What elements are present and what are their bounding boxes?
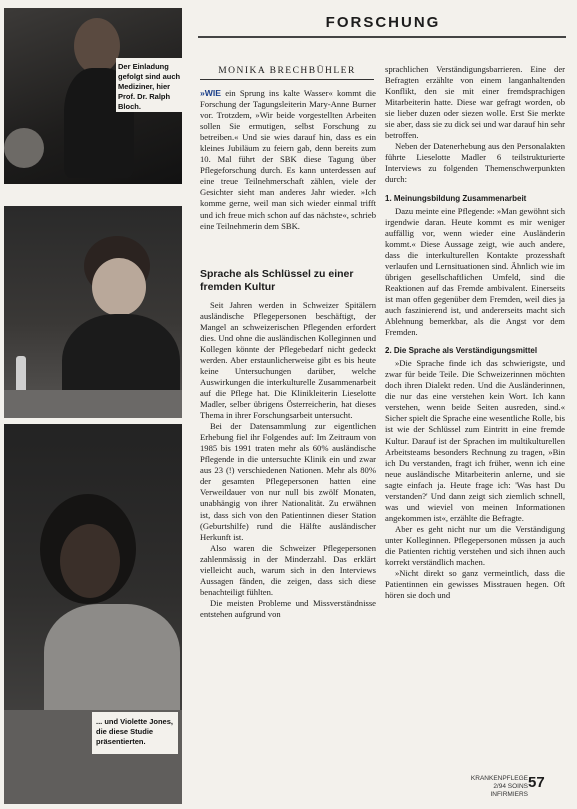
paragraph: »Die Sprache finde ich das schwierigste, und zwar für beide Teile. Die Schweizerinnen möchten doch ihren Dialekt reden. Und die Ausländerinnen, die nur das eine verstehen kein Wort. Ich kann verstehen, wenn beide Seiten ausreden, sind.« Sicher spielt die Sprache eine wesentliche Rolle, bis ist wie der Schlüssel zum Eintritt in eine fremde Kultur. Darauf ist der Sprachen im multikulturellen Arbeitsteams besonders Rechnung zu tragen, »Bin ich Du verstanden, fragt ich früher, wenn ich eine neue ausländische Mitarbeiterin anlerne, und sie sagte einfach ja. Heute frage ich: 'Was hast Du verstanden?' Und dann zeigt sich ziemlich schnell, was und wieviel von meinen Informationen angekommen ist«, erzählte die Befragte.	[385, 358, 565, 523]
paragraph: Aber es geht nicht nur um die Verständigung unter Kolleginnen. Pflegepersonen müssen ja auch die Patienten richtig verstehen und sich ihnen auch korrekt verständlich machen.	[385, 523, 565, 568]
paragraph: Also waren die Schweizer Pflegepersonen zahlenmässig in der Minderzahl. Das erklärt vielleicht auch, warum sich in den Interviews Aussagen fänden, die zeigen, dass sich diese benachteiligt fühlten.	[200, 542, 376, 597]
header-rule	[198, 36, 566, 38]
journal-footer: KRANKENPFLEGE 2/94 SOINS INFIRMIERS	[470, 775, 528, 798]
subhead-sprache: Sprache als Schlüssel zu einer fremden Kultur	[200, 267, 354, 293]
paragraph: Die meisten Probleme und Missverständnisse entstehen aufgrund von	[200, 597, 376, 619]
lead-word: »WIE	[200, 88, 222, 98]
photo-speaker	[4, 206, 182, 418]
text-column-a	[200, 88, 376, 620]
article-author: MONIKA BRECHBÜHLER	[218, 66, 356, 76]
numbered-heading-1: 1. Meinungsbildung Zusammenarbeit	[385, 193, 527, 203]
paragraph: Bei der Datensammlung zur eigentlichen Erhebung fiel ihr Folgendes auf: Im Zeitraum von 1985 bis 1991 traten mehr als 60% ausländische Pflegende in die untersuchte Klinik ein und zwar aus 23 (!) verschiedenen Nationen. Mehr als 80% der gesamten Pflegepersonen hatten eine Verweildauer von nur null bis zwölf Monaten, unabhängig von ihrer Nationalität. Zu erwähnen ist, dass sich von den Patientinnen dieser Station (Geburtshilfe) rund die Hälfte ausländischer Herkunft ist.	[200, 421, 376, 542]
page-number: 57	[528, 774, 545, 791]
paragraph: sprachlichen Verständigungsbarrieren. Eine der Befragten erzählte von einem langanhaltenden Konflikt, den sie mit einer fremdsprachigen Mitarbeiterin hatte. Diese war gefragt worden, ob sie lieber duzen oder siezen wolle. Erst Sie merkte sie aber, dass sie zu dick sei und war darauf hin sehr betroffen.	[385, 64, 565, 141]
text-column-b	[385, 64, 565, 601]
paragraph: »Nicht direkt so ganz vermeintlich, dass die Patientinnen ein gewisses Misstrauen hegen. Oft hören sie doch und	[385, 568, 565, 601]
paragraph: Dazu meinte eine Pflegende: »Man gewöhnt sich irgendwie daran. Heute kommt es mir weniger auffällig vor, wenn wieder eine Ausländerin kommt.« Diese Aussage zeigt, wie auch andere, dass die interkulturellen Kontakte prozesshaft verlaufen und Lernsituationen sind. Ähnlich wie im übrigen gesellschaftlichen Umfeld, sind die Reaktionen auf das Fremde ambivalent. Einerseits ist man offen gegenüber dem Fremden, weil dies ja auch faszinierend ist, und andererseits macht sich Ablehnung bemerkbar, als die Angst vor dem Fremden.	[385, 205, 565, 338]
numbered-heading-2: 2. Die Sprache als Verständigungsmittel	[385, 346, 538, 356]
author-rule	[200, 79, 374, 80]
intro-text: ein Sprung ins kalte Wasser« kommt die Forschung der Tagungsleiterin Mary-Anne Burner vor. Trotzdem, »Wir beide vorgestellten Arbeiten sollen Sie ermutigen, selbst Forschung zu betreiben.« Und sie wies darauf hin, dass es ein kleines Jubiläum zu feiern gab, denn bereits zum 10. Mal führt der SBK diese Tagung über Pflegeforschung durch. Es kann unterdessen auf eine treue Teilnehmerschaft zählen, viele der Gesichter sieht man anderes Jahr wieder. »Ich komme gerne, weil man sich wieder einmal trifft und ich freue mich schon auf das nächste«, schrieb eine Teilnehmerin dem SBK.	[200, 88, 376, 231]
caption-3: ... und Violette Jones, die diese Studie präsentierten.	[96, 717, 173, 746]
section-title: FORSCHUNG	[325, 14, 441, 31]
paragraph: Seit Jahren werden in Schweizer Spitälern ausländische Pflegepersonen beschäftigt, der Mangel an schweizerischen Pflegenden erfordert dies. Und ohne die ausländischen Kolleginnen und Kollegen könnte der Pflegebedarf nicht gedeckt werden. Aber erstaunlicherweise gibt es bis heute keine Untersuchungen darüber, welche Auswirkungen die interkulturelle Zusammenarbeit auf die Pflege hat. Die Klinikleiterin Lieselotte Madler, selber übrigens Österreicherin, hat dieses Thema in ihrer Forschungsarbeit untersucht.	[200, 299, 376, 421]
paragraph: Neben der Datenerhebung aus den Personalakten führte Lieselotte Madler 6 teilstrukturierte Interviews zu folgenden Themenschwerpunkten durch:	[385, 141, 565, 185]
caption-1: Der Einladung gefolgt sind auch Mediziner, hier Prof. Dr. Ralph Bloch.	[118, 62, 181, 111]
